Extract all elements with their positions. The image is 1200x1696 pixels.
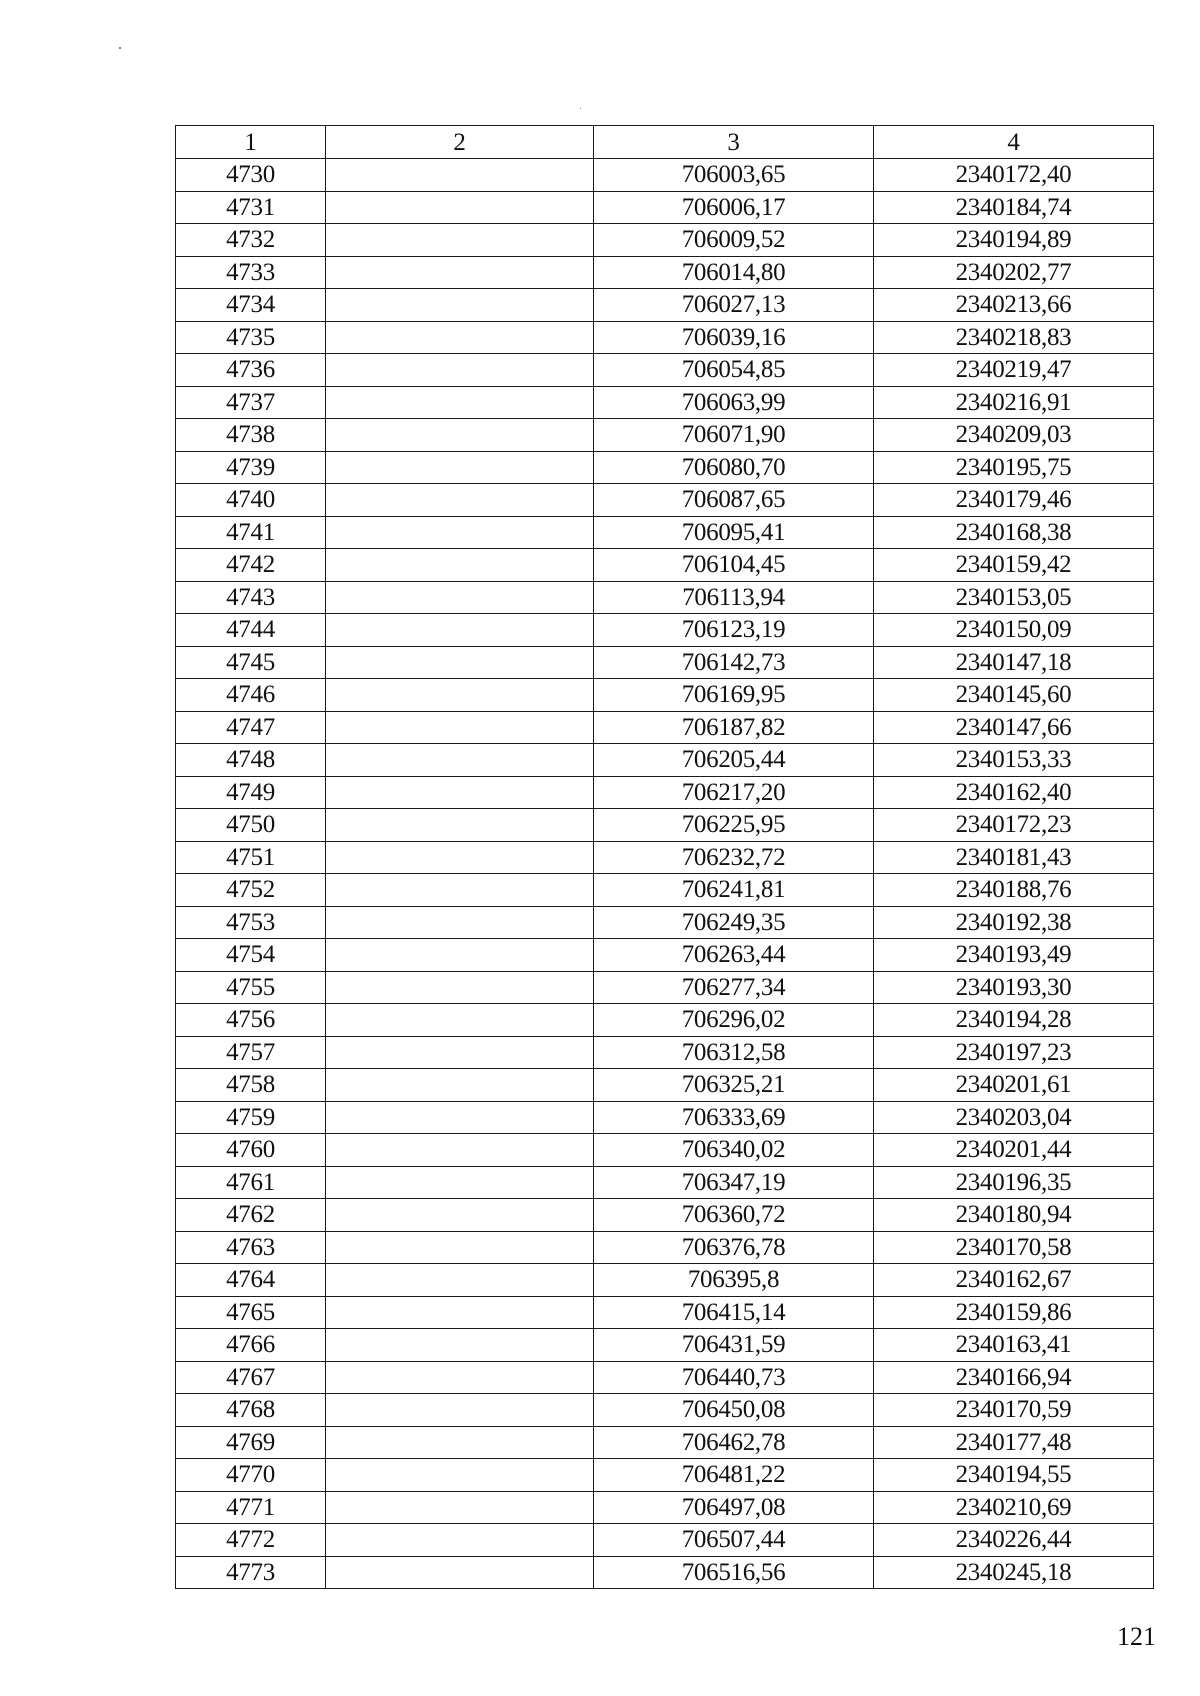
point-number: 4756	[176, 1004, 326, 1037]
point-number: 4746	[176, 679, 326, 712]
x-coordinate: 706104,45	[594, 549, 874, 582]
point-number: 4769	[176, 1426, 326, 1459]
col-2-cell	[326, 1231, 594, 1264]
x-coordinate: 706395,8	[594, 1264, 874, 1297]
x-coordinate: 706095,41	[594, 516, 874, 549]
table-row	[176, 776, 1154, 809]
table-row	[176, 1134, 1154, 1167]
col-2-cell	[326, 1199, 594, 1232]
table-row	[176, 289, 1154, 322]
point-number: 4760	[176, 1134, 326, 1167]
y-coordinate: 2340147,66	[874, 711, 1154, 744]
point-number: 4742	[176, 549, 326, 582]
table-row	[176, 224, 1154, 257]
header-col-2: 2	[326, 126, 594, 159]
point-number: 4754	[176, 939, 326, 972]
col-2-cell	[326, 1426, 594, 1459]
x-coordinate: 706340,02	[594, 1134, 874, 1167]
y-coordinate: 2340153,33	[874, 744, 1154, 777]
table-row	[176, 354, 1154, 387]
y-coordinate: 2340203,04	[874, 1101, 1154, 1134]
x-coordinate: 706249,35	[594, 906, 874, 939]
x-coordinate: 706462,78	[594, 1426, 874, 1459]
col-2-cell	[326, 646, 594, 679]
x-coordinate: 706014,80	[594, 256, 874, 289]
header-row	[176, 126, 1154, 159]
col-2-cell	[326, 1264, 594, 1297]
x-coordinate: 706027,13	[594, 289, 874, 322]
table-row	[176, 549, 1154, 582]
table-row	[176, 1361, 1154, 1394]
table-row	[176, 256, 1154, 289]
col-2-cell	[326, 906, 594, 939]
table-row	[176, 386, 1154, 419]
x-coordinate: 706263,44	[594, 939, 874, 972]
point-number: 4751	[176, 841, 326, 874]
table-row	[176, 1426, 1154, 1459]
y-coordinate: 2340159,86	[874, 1296, 1154, 1329]
x-coordinate: 706113,94	[594, 581, 874, 614]
table-row	[176, 1231, 1154, 1264]
table-row	[176, 809, 1154, 842]
point-number: 4733	[176, 256, 326, 289]
y-coordinate: 2340245,18	[874, 1556, 1154, 1589]
y-coordinate: 2340209,03	[874, 419, 1154, 452]
table-row	[176, 419, 1154, 452]
point-number: 4739	[176, 451, 326, 484]
col-2-cell	[326, 419, 594, 452]
table-row	[176, 1329, 1154, 1362]
point-number: 4763	[176, 1231, 326, 1264]
x-coordinate: 706063,99	[594, 386, 874, 419]
y-coordinate: 2340145,60	[874, 679, 1154, 712]
x-coordinate: 706217,20	[594, 776, 874, 809]
y-coordinate: 2340170,59	[874, 1394, 1154, 1427]
col-2-cell	[326, 484, 594, 517]
y-coordinate: 2340180,94	[874, 1199, 1154, 1232]
point-number: 4747	[176, 711, 326, 744]
table-row	[176, 1491, 1154, 1524]
y-coordinate: 2340166,94	[874, 1361, 1154, 1394]
col-2-cell	[326, 354, 594, 387]
point-number: 4771	[176, 1491, 326, 1524]
table-row	[176, 841, 1154, 874]
x-coordinate: 706039,16	[594, 321, 874, 354]
x-coordinate: 706169,95	[594, 679, 874, 712]
table-row	[176, 971, 1154, 1004]
x-coordinate: 706296,02	[594, 1004, 874, 1037]
y-coordinate: 2340162,40	[874, 776, 1154, 809]
point-number: 4758	[176, 1069, 326, 1102]
x-coordinate: 706205,44	[594, 744, 874, 777]
table-row	[176, 1296, 1154, 1329]
col-2-cell	[326, 874, 594, 907]
point-number: 4740	[176, 484, 326, 517]
y-coordinate: 2340163,41	[874, 1329, 1154, 1362]
scan-speck	[580, 108, 581, 109]
y-coordinate: 2340172,40	[874, 159, 1154, 192]
point-number: 4766	[176, 1329, 326, 1362]
point-number: 4731	[176, 191, 326, 224]
col-2-cell	[326, 451, 594, 484]
point-number: 4762	[176, 1199, 326, 1232]
table-row	[176, 1166, 1154, 1199]
point-number: 4755	[176, 971, 326, 1004]
table-row	[176, 1459, 1154, 1492]
x-coordinate: 706142,73	[594, 646, 874, 679]
col-2-cell	[326, 516, 594, 549]
y-coordinate: 2340150,09	[874, 614, 1154, 647]
point-number: 4738	[176, 419, 326, 452]
col-2-cell	[326, 1004, 594, 1037]
col-2-cell	[326, 1491, 594, 1524]
col-2-cell	[326, 1394, 594, 1427]
table-row	[176, 614, 1154, 647]
point-number: 4730	[176, 159, 326, 192]
col-2-cell	[326, 971, 594, 1004]
col-2-cell	[326, 1101, 594, 1134]
y-coordinate: 2340201,44	[874, 1134, 1154, 1167]
col-2-cell	[326, 1524, 594, 1557]
y-coordinate: 2340179,46	[874, 484, 1154, 517]
point-number: 4767	[176, 1361, 326, 1394]
table-row	[176, 744, 1154, 777]
col-2-cell	[326, 1361, 594, 1394]
x-coordinate: 706187,82	[594, 711, 874, 744]
col-2-cell	[326, 256, 594, 289]
scan-speck	[119, 47, 121, 49]
table-row	[176, 1101, 1154, 1134]
x-coordinate: 706054,85	[594, 354, 874, 387]
y-coordinate: 2340181,43	[874, 841, 1154, 874]
col-2-cell	[326, 289, 594, 322]
table-row	[176, 874, 1154, 907]
point-number: 4768	[176, 1394, 326, 1427]
col-2-cell	[326, 744, 594, 777]
y-coordinate: 2340184,74	[874, 191, 1154, 224]
x-coordinate: 706071,90	[594, 419, 874, 452]
point-number: 4736	[176, 354, 326, 387]
header-col-1: 1	[176, 126, 326, 159]
y-coordinate: 2340226,44	[874, 1524, 1154, 1557]
table-row	[176, 516, 1154, 549]
point-number: 4744	[176, 614, 326, 647]
point-number: 4737	[176, 386, 326, 419]
y-coordinate: 2340170,58	[874, 1231, 1154, 1264]
col-2-cell	[326, 679, 594, 712]
x-coordinate: 706325,21	[594, 1069, 874, 1102]
y-coordinate: 2340195,75	[874, 451, 1154, 484]
col-2-cell	[326, 549, 594, 582]
y-coordinate: 2340201,61	[874, 1069, 1154, 1102]
col-2-cell	[326, 224, 594, 257]
y-coordinate: 2340219,47	[874, 354, 1154, 387]
x-coordinate: 706415,14	[594, 1296, 874, 1329]
x-coordinate: 706241,81	[594, 874, 874, 907]
x-coordinate: 706006,17	[594, 191, 874, 224]
x-coordinate: 706232,72	[594, 841, 874, 874]
point-number: 4745	[176, 646, 326, 679]
table-row	[176, 484, 1154, 517]
point-number: 4764	[176, 1264, 326, 1297]
table-row	[176, 191, 1154, 224]
x-coordinate: 706507,44	[594, 1524, 874, 1557]
y-coordinate: 2340218,83	[874, 321, 1154, 354]
y-coordinate: 2340193,49	[874, 939, 1154, 972]
y-coordinate: 2340193,30	[874, 971, 1154, 1004]
x-coordinate: 706003,65	[594, 159, 874, 192]
x-coordinate: 706431,59	[594, 1329, 874, 1362]
x-coordinate: 706360,72	[594, 1199, 874, 1232]
point-number: 4772	[176, 1524, 326, 1557]
y-coordinate: 2340172,23	[874, 809, 1154, 842]
y-coordinate: 2340210,69	[874, 1491, 1154, 1524]
table-row	[176, 1524, 1154, 1557]
y-coordinate: 2340196,35	[874, 1166, 1154, 1199]
point-number: 4765	[176, 1296, 326, 1329]
header-col-3: 3	[594, 126, 874, 159]
col-2-cell	[326, 614, 594, 647]
header-col-4: 4	[874, 126, 1154, 159]
x-coordinate: 706087,65	[594, 484, 874, 517]
x-coordinate: 706516,56	[594, 1556, 874, 1589]
point-number: 4773	[176, 1556, 326, 1589]
y-coordinate: 2340213,66	[874, 289, 1154, 322]
x-coordinate: 706376,78	[594, 1231, 874, 1264]
x-coordinate: 706440,73	[594, 1361, 874, 1394]
point-number: 4749	[176, 776, 326, 809]
col-2-cell	[326, 1166, 594, 1199]
table-body	[176, 159, 1154, 1589]
col-2-cell	[326, 1134, 594, 1167]
x-coordinate: 706277,34	[594, 971, 874, 1004]
table-row	[176, 159, 1154, 192]
point-number: 4734	[176, 289, 326, 322]
col-2-cell	[326, 776, 594, 809]
col-2-cell	[326, 841, 594, 874]
col-2-cell	[326, 191, 594, 224]
col-2-cell	[326, 1296, 594, 1329]
point-number: 4761	[176, 1166, 326, 1199]
table-row	[176, 939, 1154, 972]
x-coordinate: 706450,08	[594, 1394, 874, 1427]
page-number: 121	[1117, 1622, 1156, 1651]
table-row	[176, 646, 1154, 679]
col-2-cell	[326, 809, 594, 842]
table-row	[176, 321, 1154, 354]
col-2-cell	[326, 386, 594, 419]
table-row	[176, 679, 1154, 712]
table-row	[176, 1004, 1154, 1037]
table-row	[176, 1264, 1154, 1297]
x-coordinate: 706497,08	[594, 1491, 874, 1524]
y-coordinate: 2340192,38	[874, 906, 1154, 939]
col-2-cell	[326, 939, 594, 972]
table-row	[176, 1199, 1154, 1232]
table-row	[176, 1394, 1154, 1427]
coordinates-table	[175, 125, 1154, 1589]
y-coordinate: 2340188,76	[874, 874, 1154, 907]
table-header	[176, 126, 1154, 159]
x-coordinate: 706481,22	[594, 1459, 874, 1492]
point-number: 4759	[176, 1101, 326, 1134]
table-row	[176, 906, 1154, 939]
x-coordinate: 706009,52	[594, 224, 874, 257]
y-coordinate: 2340168,38	[874, 516, 1154, 549]
x-coordinate: 706333,69	[594, 1101, 874, 1134]
col-2-cell	[326, 581, 594, 614]
table-row	[176, 581, 1154, 614]
col-2-cell	[326, 711, 594, 744]
y-coordinate: 2340216,91	[874, 386, 1154, 419]
y-coordinate: 2340194,55	[874, 1459, 1154, 1492]
x-coordinate: 706312,58	[594, 1036, 874, 1069]
y-coordinate: 2340159,42	[874, 549, 1154, 582]
point-number: 4741	[176, 516, 326, 549]
point-number: 4750	[176, 809, 326, 842]
point-number: 4748	[176, 744, 326, 777]
table-row	[176, 711, 1154, 744]
y-coordinate: 2340162,67	[874, 1264, 1154, 1297]
col-2-cell	[326, 1459, 594, 1492]
x-coordinate: 706347,19	[594, 1166, 874, 1199]
table-row	[176, 1036, 1154, 1069]
col-2-cell	[326, 321, 594, 354]
y-coordinate: 2340194,89	[874, 224, 1154, 257]
point-number: 4752	[176, 874, 326, 907]
col-2-cell	[326, 159, 594, 192]
x-coordinate: 706123,19	[594, 614, 874, 647]
x-coordinate: 706225,95	[594, 809, 874, 842]
point-number: 4753	[176, 906, 326, 939]
y-coordinate: 2340197,23	[874, 1036, 1154, 1069]
y-coordinate: 2340147,18	[874, 646, 1154, 679]
x-coordinate: 706080,70	[594, 451, 874, 484]
table-row	[176, 1556, 1154, 1589]
table-row	[176, 1069, 1154, 1102]
y-coordinate: 2340202,77	[874, 256, 1154, 289]
table-row	[176, 451, 1154, 484]
point-number: 4732	[176, 224, 326, 257]
y-coordinate: 2340177,48	[874, 1426, 1154, 1459]
y-coordinate: 2340153,05	[874, 581, 1154, 614]
point-number: 4743	[176, 581, 326, 614]
point-number: 4770	[176, 1459, 326, 1492]
point-number: 4735	[176, 321, 326, 354]
col-2-cell	[326, 1069, 594, 1102]
point-number: 4757	[176, 1036, 326, 1069]
col-2-cell	[326, 1036, 594, 1069]
col-2-cell	[326, 1329, 594, 1362]
col-2-cell	[326, 1556, 594, 1589]
y-coordinate: 2340194,28	[874, 1004, 1154, 1037]
